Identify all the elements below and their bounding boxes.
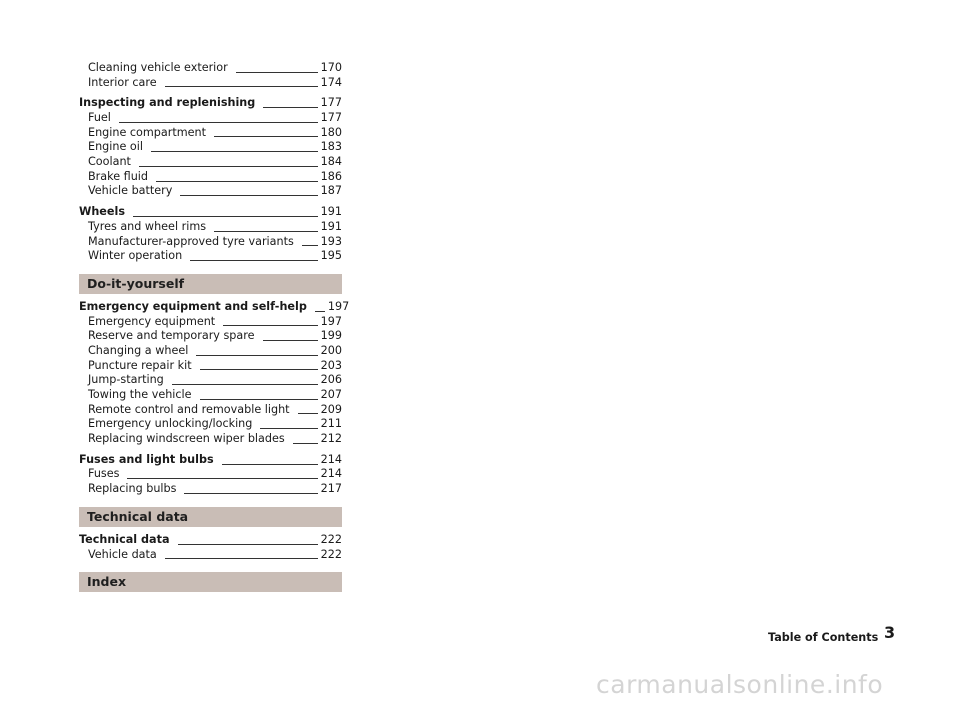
dot-leader [222,464,318,465]
dot-leader [165,558,318,559]
toc-entry[interactable] [79,220,342,235]
toc-entry-page: 203 [320,358,342,372]
dot-leader [263,340,318,341]
toc-entry-label: Emergency equipment [88,314,216,328]
footer-label: Table of Contents [768,631,879,644]
dot-leader [178,544,318,545]
dot-leader [133,216,318,217]
toc-entry-label: Fuel [88,111,111,125]
toc-entry[interactable] [79,417,342,432]
toc-entry[interactable] [79,548,342,563]
toc-entry-page: 193 [320,234,342,248]
dot-leader [139,166,318,167]
toc-entry[interactable] [79,329,342,344]
dot-leader [165,86,318,87]
toc-entry-label: Winter operation [88,249,183,263]
toc-entry[interactable] [79,111,342,126]
toc-entry-label: Engine compartment [88,125,206,139]
toc-chapter-entry[interactable] [79,96,342,111]
toc-entry-page: 197 [327,299,350,313]
toc-entry-page: 191 [320,219,342,233]
dot-leader [298,413,318,414]
dot-leader [119,122,318,123]
toc-entry-page: 214 [320,467,342,481]
toc-entry-label: Fuses [88,467,120,481]
toc-entry-page: 211 [320,417,342,431]
dot-leader [223,325,317,326]
dot-leader [180,195,317,196]
toc-entry-label: Remote control and removable light [88,402,290,416]
toc-entry-label: Technical data [79,532,170,546]
toc-entry-page: 170 [320,60,342,74]
toc-entry-label: Towing the vehicle [88,388,192,402]
page-number: 3 [884,623,896,642]
toc-entry[interactable] [79,249,342,264]
toc-entry[interactable] [79,432,342,447]
dot-leader [190,260,317,261]
toc-entry-label: Brake fluid [88,169,148,183]
toc-entry-label: Puncture repair kit [88,358,192,372]
toc-chapter-entry[interactable] [79,533,342,548]
toc-entry-page: 222 [320,547,342,561]
toc-entry[interactable] [79,344,342,359]
dot-leader [263,107,317,108]
toc-entry-label: Wheels [79,205,125,219]
toc-entry-page: 214 [320,452,342,466]
toc-entry-label: Replacing bulbs [88,482,177,496]
toc-entry-page: 195 [320,249,342,263]
toc-entry-page: 180 [320,125,342,139]
dot-leader [214,231,318,232]
toc-entry[interactable] [79,388,342,403]
toc-entry[interactable] [79,235,342,250]
toc-entry[interactable] [79,315,342,330]
toc-entry-label: Emergency unlocking/locking [88,417,253,431]
toc-entry-page: 197 [320,314,342,328]
dot-leader [151,151,318,152]
toc-entry-page: 174 [320,75,342,89]
toc-entry-page: 207 [320,388,342,402]
toc-entry-label: Vehicle data [88,547,157,561]
dot-leader [172,384,318,385]
toc-entry-label: Manufacturer-approved tyre variants [88,234,294,248]
toc-entry-label: Jump-starting [88,373,164,387]
toc-entry-page: 200 [320,343,342,357]
toc-entry-label: Vehicle battery [88,184,173,198]
toc-entry-page: 209 [320,402,342,416]
watermark: carmanualsonline.info [596,670,884,699]
toc-entry-page: 222 [320,532,342,546]
toc-entry[interactable] [79,170,342,185]
toc-entry[interactable] [79,403,342,418]
dot-leader [156,181,318,182]
toc-entry-page: 187 [320,184,342,198]
toc-entry[interactable] [79,373,342,388]
toc-entry[interactable] [79,359,342,374]
toc-entry[interactable] [79,76,342,91]
toc-entry-page: 186 [320,169,342,183]
toc-entry[interactable] [79,155,342,170]
toc-entry-label: Emergency equipment and self-help [79,299,307,313]
toc-entry-page: 183 [320,140,342,154]
toc-entry-label: Tyres and wheel rims [88,219,207,233]
toc-entry-page: 177 [320,96,342,110]
dot-leader [196,355,317,356]
section-heading: Technical data [79,507,342,527]
dot-leader [200,369,318,370]
toc-entry-label: Interior care [88,75,157,89]
toc-entry[interactable] [79,185,342,200]
toc-entry-page: 206 [320,373,342,387]
dot-leader [200,399,318,400]
dot-leader [214,136,318,137]
dot-leader [293,443,318,444]
toc-entry-label: Replacing windscreen wiper blades [88,432,285,446]
toc-chapter-entry[interactable] [79,299,350,315]
toc-chapter-entry[interactable] [79,205,342,220]
toc-entry-label: Changing a wheel [88,343,189,357]
dot-leader [236,72,318,73]
toc-entry-page: 177 [320,111,342,125]
toc-entry-page: 212 [320,432,342,446]
dot-leader [260,428,317,429]
toc-entry[interactable] [79,482,342,497]
toc-entry-label: Fuses and light bulbs [79,452,214,466]
toc-entry[interactable] [79,140,342,155]
section-heading: Do-it-yourself [79,274,342,294]
toc-entry-page: 191 [320,205,342,219]
toc-entry-label: Reserve and temporary spare [88,329,255,343]
dot-leader [315,311,325,312]
toc-entry[interactable] [79,126,342,141]
toc-entry-label: Coolant [88,155,131,169]
table-of-contents [79,60,350,592]
toc-entry-page: 217 [320,482,342,496]
section-heading: Index [79,572,342,592]
toc-entry[interactable] [79,61,342,76]
dot-leader [184,493,317,494]
toc-entry[interactable] [79,468,342,483]
toc-entry-label: Cleaning vehicle exterior [88,60,228,74]
toc-entry-page: 199 [320,329,342,343]
toc-chapter-entry[interactable] [79,453,342,468]
dot-leader [302,245,318,246]
dot-leader [127,478,317,479]
toc-entry-page: 184 [320,155,342,169]
toc-entry-label: Engine oil [88,140,143,154]
toc-entry-label: Inspecting and replenishing [79,96,256,110]
